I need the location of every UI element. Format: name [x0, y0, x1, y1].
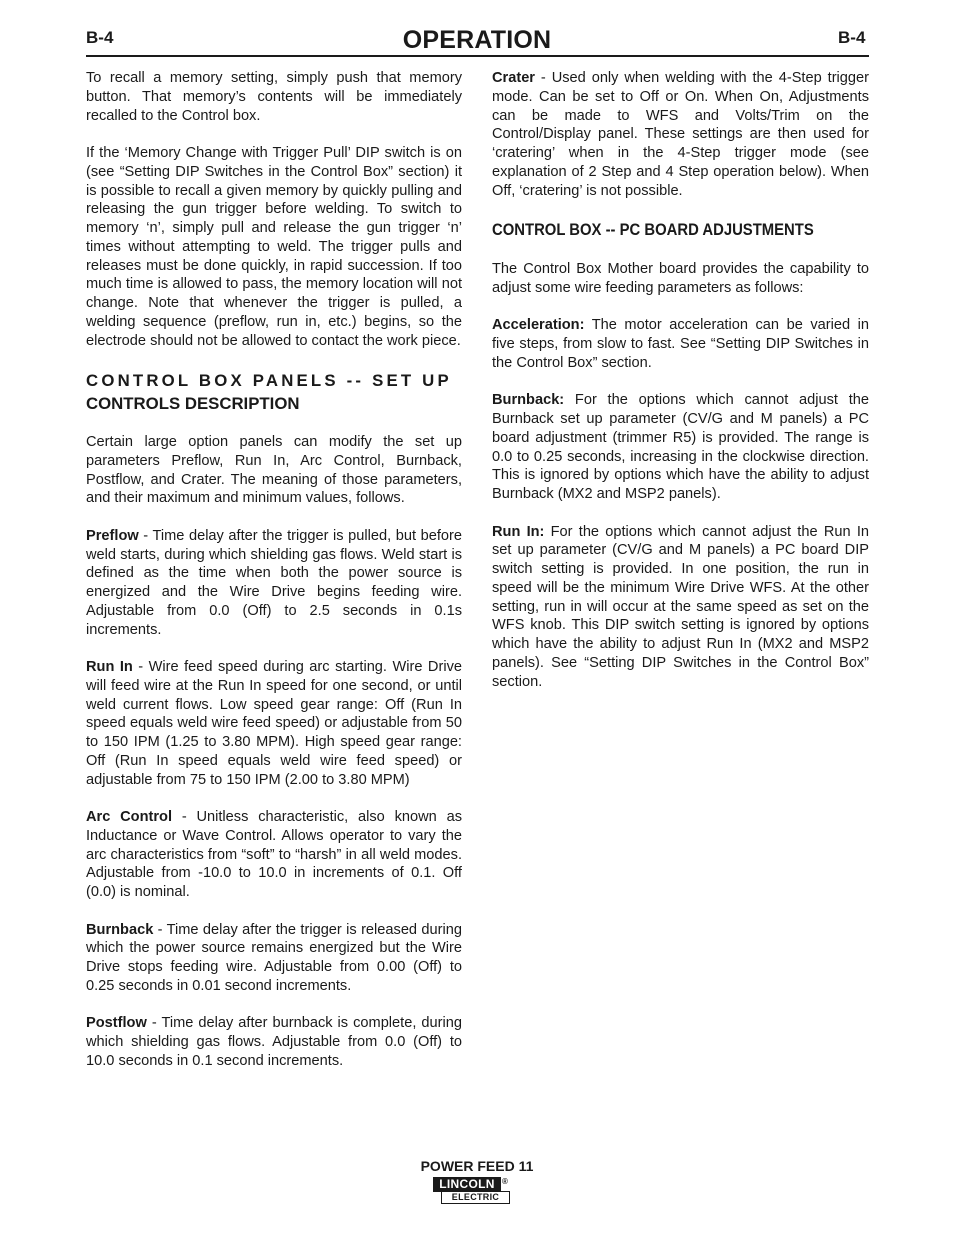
right-column: [492, 69, 869, 710]
left-column: [86, 69, 462, 1089]
heading-line-1: CONTROL BOX PANELS -- SET UP: [86, 371, 452, 390]
item-text: - Time delay after the trigger is pulled, but before weld starts, during which shielding gas flows. Weld start is defined as the time when both the power source is energized and the Wire Drive begins feeding wire. Adjustable from 0.0 (Off) to 2.5 seconds in 0.1s increments.: [86, 527, 462, 638]
item-preflow: [86, 527, 462, 640]
lincoln-electric-logo: [433, 1177, 510, 1204]
item-term: Burnback:: [492, 392, 565, 409]
logo-top-text: LINCOLN: [433, 1177, 501, 1192]
item-arc-control: [86, 808, 462, 902]
item-acceleration: [492, 316, 869, 372]
item-term: Burnback: [86, 921, 154, 938]
item-burnback: [86, 921, 462, 996]
item-term: Run In:: [492, 523, 545, 540]
paragraph-pc-board-intro: The Control Box Mother board provides the capability to adjust some wire feeding parameters as follows:: [492, 261, 869, 296]
item-pc-burnback: [492, 391, 869, 504]
paragraph-trigger-memory: If the ‘Memory Change with Trigger Pull’ DIP switch is on (see “Setting DIP Switches in the Control Box” section) it is possible to recall a given memory by quickly pulling and releasing the gun trigger before welding. To switch to memory ‘n’, simply pull and release the gun trigger ‘n’ times without attempting to weld. The trigger pulls and releases must be done quickly, in rapid succession. If too much time is allowed to pass, the memory location will not change. Note that whenever the trigger is pulled, a welding sequence (preflow, run in, etc.) begins, so the electrode should not be allowed to contact the work piece.: [86, 145, 462, 349]
item-text: - Used only when welding with the 4-Step trigger mode. Can be set to Off or On. When On, Adjustments can be made to WFS and Volts/Trim on the Control/Display panel. These settings are then used for ‘cratering’ when in the 4-Step trigger mode (see explanation of 2 Step and 4 Step operation below). When Off, ‘cratering’ is not possible.: [492, 70, 869, 199]
section-heading-panels: [86, 369, 462, 415]
item-text: For the options which cannot adjust the Run In set up parameter (CV/G and M panels) a PC board DIP switch setting is provided. In one position, the run in speed will be the minimum Wire Drive WFS. At the other setting, run in will occur at the same speed as set on the WFS knob. This DIP switch setting is ignored by options which have the ability to adjust Run In (MX2 and MSP2 panels). See “Setting DIP Switches in the Control Box” section.: [492, 523, 869, 690]
page-code-right: B-4: [838, 28, 866, 47]
item-term: Postflow: [86, 1015, 147, 1032]
item-text: - Time delay after the trigger is released during which the power source remains energized but the Wire Drive stops feeding wire. Adjustable from 0.00 (Off) to 0.25 seconds in 0.01 second increments.: [86, 921, 462, 994]
item-term: Crater: [492, 70, 535, 86]
item-crater: [492, 69, 869, 200]
item-term: Arc Control: [86, 809, 173, 825]
item-run-in: [86, 658, 462, 789]
page-code-left: B-4: [86, 28, 114, 47]
item-postflow: [86, 1014, 462, 1070]
section-heading-pc-board: CONTROL BOX -- PC BOARD ADJUSTMENTS: [492, 221, 814, 239]
item-text: - Unitless characteristic, also known as Inductance or Wave Control. Allows operator to vary the arc characteristics from “soft” to “harsh” in all weld modes. Adjustable from -10.0 to 10.0 in increments of 0.1. Off (0.0) is nominal.: [86, 809, 462, 900]
registered-mark: ®: [502, 1177, 508, 1186]
item-term: Preflow: [86, 527, 139, 544]
header-rule: [86, 55, 869, 57]
item-text: For the options which cannot adjust the Burnback set up parameter (CV/G and M panels) a PC board adjustment (trimmer R5) is provided. The range is 0.0 to 0.25 seconds, increasing in the clockwise direction. This is ignored by options which have the ability to adjust Burnback (MX2 and MSP2 panels).: [492, 392, 869, 502]
item-text: The motor acceleration can be varied in five steps, from slow to fast. See “Setting DIP Switches in the Control Box” section.: [492, 317, 869, 371]
footer-product-name: POWER FEED 11: [420, 1158, 534, 1174]
item-text: - Wire feed speed during arc starting. Wire Drive will feed wire at the Run In speed for one second, or until weld current flows. Low speed gear range: Off (Run In speed equals weld wire feed speed) or adjustable from 50 to 150 IPM (1.25 to 3.80 MPM). High speed gear range: Off (Run In speed equals weld wire feed speed) or adjustable from 75 to 150 IPM (2.00 to 3.80 MPM): [86, 659, 462, 788]
logo-bottom-text: ELECTRIC: [441, 1191, 510, 1204]
item-term: Acceleration:: [492, 317, 585, 334]
item-text: - Time delay after burnback is complete, during which shielding gas flows. Adjustable from 0.0 (Off) to 10.0 seconds in 0.1 second increments.: [86, 1015, 462, 1069]
item-pc-run-in: [492, 523, 869, 692]
paragraph-recall: To recall a memory setting, simply push that memory button. That memory’s contents will be immediately recalled to the Control box.: [86, 70, 462, 124]
item-term: Run In: [86, 659, 133, 675]
heading-line-2: CONTROLS DESCRIPTION: [86, 394, 300, 413]
page-title: OPERATION: [402, 26, 552, 54]
paragraph-panels-intro: Certain large option panels can modify the set up parameters Preflow, Run In, Arc Control, Burnback, Postflow, and Crater. The meaning of those parameters, and their maximum and minimum values, follows.: [86, 434, 462, 507]
